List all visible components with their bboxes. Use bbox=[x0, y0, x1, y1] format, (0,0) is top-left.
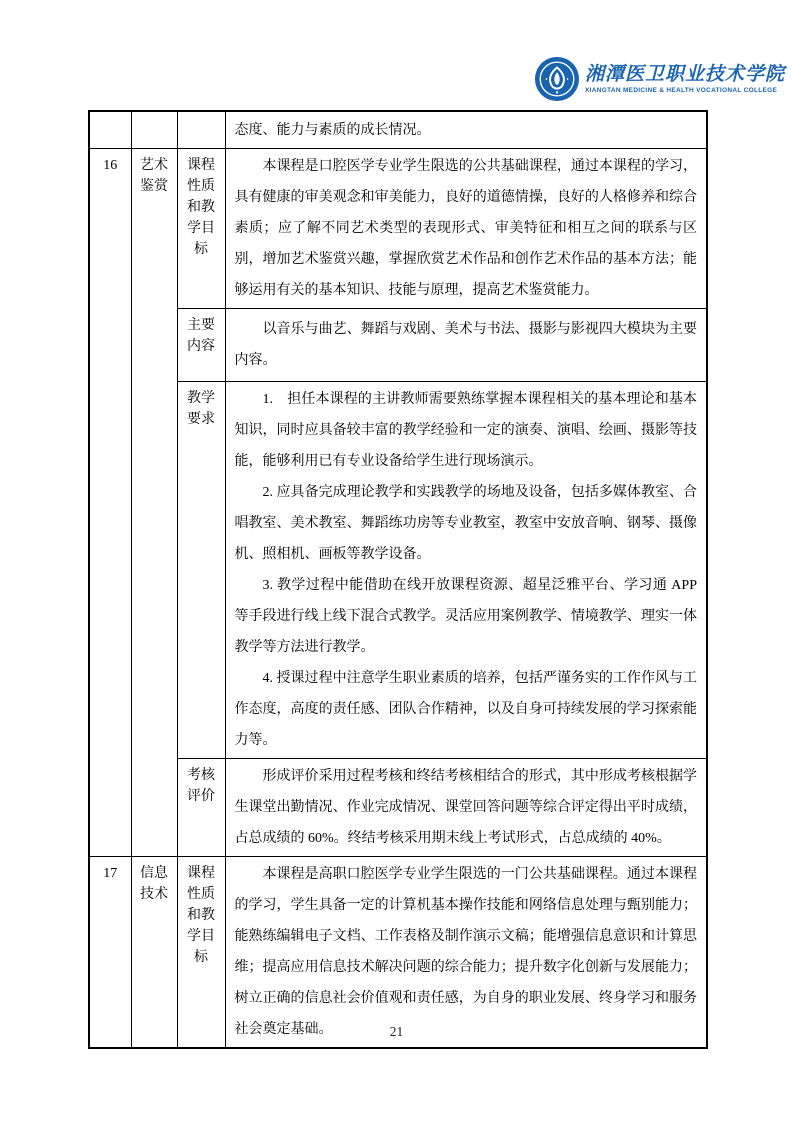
course-table bbox=[88, 110, 708, 1049]
cell-row-number: 17 bbox=[89, 857, 131, 1049]
college-emblem-icon bbox=[534, 56, 580, 102]
cell-section-content bbox=[225, 382, 707, 759]
cell-row-number bbox=[89, 111, 131, 149]
cell-section-label: 主要内容 bbox=[177, 309, 225, 382]
cell-section-content bbox=[225, 857, 707, 1049]
cell-section-label: 考核评价 bbox=[177, 759, 225, 857]
cell-section-label: 课程性质和教学目标 bbox=[177, 857, 225, 1049]
paragraph: 4. 授课过程中注意学生职业素质的培养，包括严谨务实的工作作风与工作态度，高度的责任感、团队合作精神，以及自身可持续发展的学习探索能力等。 bbox=[234, 671, 697, 748]
paragraph: 本课程是高职口腔医学专业学生限选的一门公共基础课程。通过本课程的学习，学生具备一定的计算机基本操作技能和网络信息处理与甄别能力；能熟练编辑电子文档、工作表格及制作演示文稿；能增强信息意识和计算思维；提高应用信息技术解决问题的综合能力；提升数字化创新与发展能力；树立正确的信息社会价值观和责任感，为自身的职业发展、终身学习和服务社会奠定基础。 bbox=[234, 867, 697, 1037]
cell-course-name: 信息技术 bbox=[131, 857, 177, 1049]
paragraph: 1. 担任本课程的主讲教师需要熟练掌握本课程相关的基本理论和基本知识，同时应具备较丰富的教学经验和一定的演奏、演唱、绘画、摄影等技能，能够利用已有专业设备给学生进行现场演示。 bbox=[234, 392, 697, 469]
paragraph: 态度、能力与素质的成长情况。 bbox=[234, 123, 431, 138]
college-name-zh: 湘潭医卫职业技术学院 bbox=[585, 64, 786, 85]
cell-section-content bbox=[225, 309, 707, 382]
table-row-16 bbox=[89, 149, 707, 309]
paragraph: 本课程是口腔医学专业学生限选的公共基础课程，通过本课程的学习，具有健康的审美观念和审美能力，良好的道德情操，良好的人格修养和综合素质；应了解不同艺术类型的表现形式、审美特征和相互之间的联系与区别，增加艺术鉴赏兴趣，掌握欣赏艺术作品和创作艺术作品的基本方法；能够运用有关的基本知识、技能与原理，提高艺术鉴赏能力。 bbox=[234, 159, 697, 298]
cell-course-name bbox=[131, 111, 177, 149]
cell-section-content bbox=[225, 149, 707, 309]
table-row-16-main-content bbox=[89, 309, 707, 382]
paragraph: 以音乐与曲艺、舞蹈与戏剧、美术与书法、摄影与影视四大模块为主要内容。 bbox=[234, 322, 697, 368]
cell-course-name: 艺术鉴赏 bbox=[131, 149, 177, 857]
cell-row-number: 16 bbox=[89, 149, 131, 857]
college-name-en: XIANGTAN MEDICINE & HEALTH VOCATIONAL COLLEGE bbox=[585, 87, 778, 94]
cell-section-label: 课程性质和教学目标 bbox=[177, 149, 225, 309]
paragraph: 3. 教学过程中能借助在线开放课程资源、超星泛雅平台、学习通 APP 等手段进行线上线下混合式教学。灵活应用案例教学、情境教学、理实一体教学等方法进行教学。 bbox=[234, 578, 697, 655]
table-row-16-teaching-requirements bbox=[89, 382, 707, 759]
table-row-17 bbox=[89, 857, 707, 1049]
cell-section-content bbox=[225, 111, 707, 149]
page-number: 21 bbox=[389, 1024, 404, 1039]
cell-section-label: 教学要求 bbox=[177, 382, 225, 759]
paragraph: 2. 应具备完成理论教学和实践教学的场地及设备，包括多媒体教室、合唱教室、美术教室、舞蹈练功房等专业教室，教室中安放音响、钢琴、摄像机、照相机、画板等教学设备。 bbox=[234, 485, 697, 562]
cell-section-content bbox=[225, 759, 707, 857]
college-logo bbox=[534, 56, 785, 102]
table-row-16-assessment bbox=[89, 759, 707, 857]
cell-section-label bbox=[177, 111, 225, 149]
table-row-continuation bbox=[89, 111, 707, 149]
college-name-block bbox=[585, 63, 785, 95]
paragraph: 形成评价采用过程考核和终结考核相结合的形式，其中形成考核根据学生课堂出勤情况、作业完成情况、课堂回答问题等综合评定得出平时成绩，占总成绩的 60%。终结考核采用期末线上考试形式，占总成绩的 40%。 bbox=[234, 769, 697, 846]
